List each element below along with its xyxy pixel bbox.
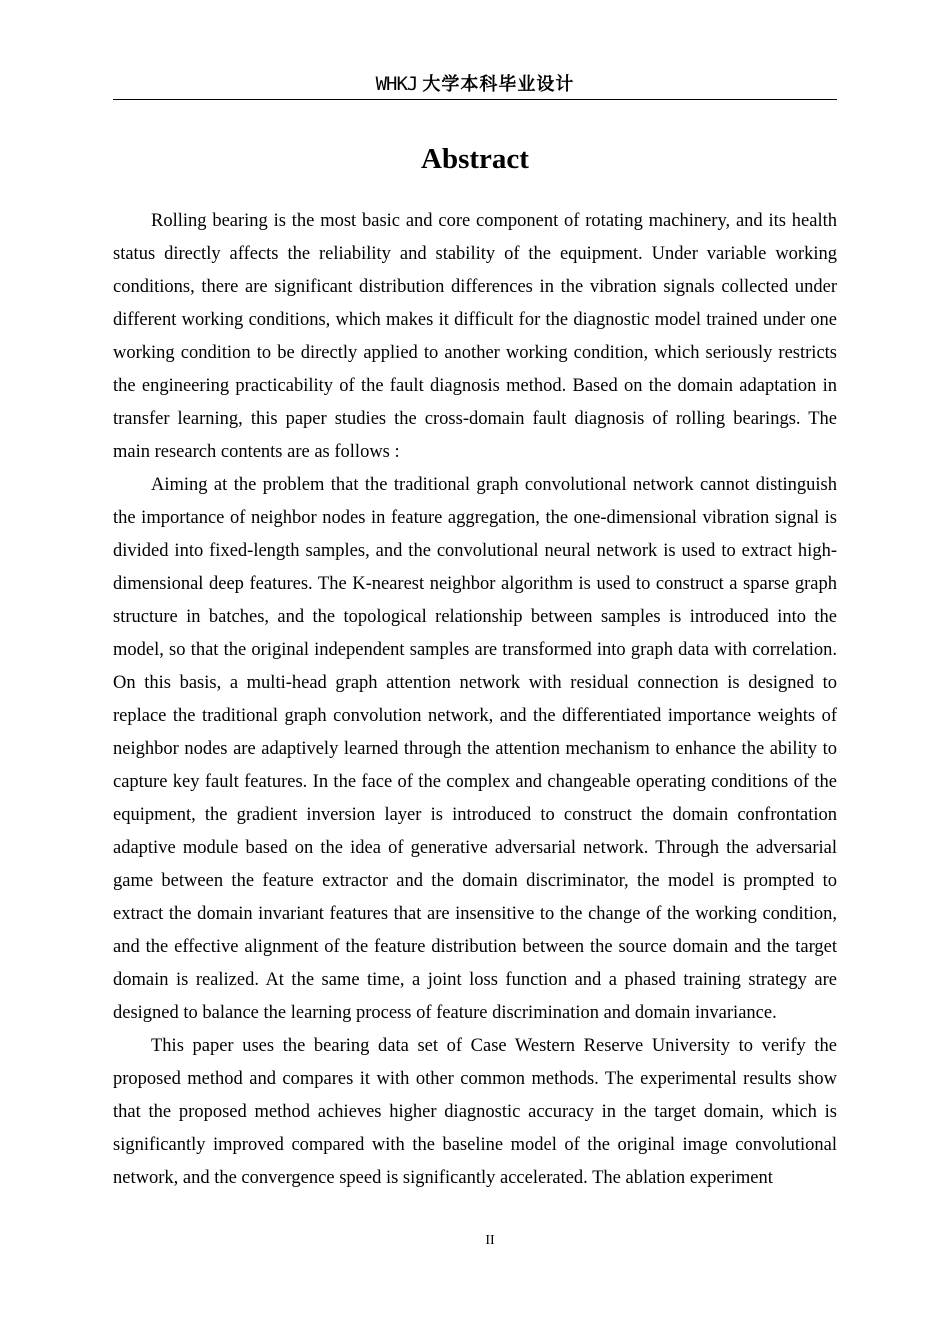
page-header — [113, 70, 837, 100]
abstract-paragraph-3: This paper uses the bearing data set of Case Western Reserve University to verify the proposed method and compares it with other common methods. The experimental results show that the proposed method achieves higher diagnostic accuracy in the target domain, which is significantly improved compared with the baseline model of the original image convolutional network, and the convergence speed is significantly accelerated. The ablation experiment — [113, 1036, 837, 1188]
abstract-title: Abstract — [421, 143, 529, 175]
page-number: II — [485, 1233, 495, 1248]
header-latin-text: WHKJ — [375, 73, 418, 95]
abstract-body — [113, 205, 837, 1195]
abstract-paragraph-1: Rolling bearing is the most basic and core component of rotating machinery, and its health status directly affects the reliability and stability of the equipment. Under variable working conditions, there are significant distribution differences in the vibration signals collected under different working conditions, which makes it difficult for the diagnostic model trained under one working condition to be directly applied to another working condition, which seriously restricts the engineering practicability of the fault diagnosis method. Based on the domain adaptation in transfer learning, this paper studies the cross-domain fault diagnosis of rolling bearings. The main research contents are as follows : — [113, 211, 837, 462]
header-cjk-text: 大学本科毕业设计 — [422, 74, 575, 95]
abstract-paragraph-2: Aiming at the problem that the traditional graph convolutional network cannot distinguish the importance of neighbor nodes in feature aggregation, the one-dimensional vibration signal is divided into fixed-length samples, and the convolutional neural network is used to extract high-dimensional deep features. The K-nearest neighbor algorithm is used to construct a sparse graph structure in batches, and the topological relationship between samples is introduced into the model, so that the original independent samples are transformed into graph data with correlation. On this basis, a multi-head graph attention network with residual connection is designed to replace the traditional graph convolution network, and the differentiated importance weights of neighbor nodes are adaptively learned through the attention mechanism to enhance the ability to capture key fault features. In the face of the complex and changeable operating conditions of the equipment, the gradient inversion layer is introduced to construct the domain confrontation adaptive module based on the idea of generative adversarial network. Through the adversarial game between the feature extractor and the domain discriminator, the model is prompted to extract the domain invariant features that are insensitive to the change of the working condition, and the effective alignment of the feature distribution between the source domain and the target domain is realized. At the same time, a joint loss function and a phased training strategy are designed to balance the learning process of feature discrimination and domain invariance. — [113, 475, 837, 1023]
